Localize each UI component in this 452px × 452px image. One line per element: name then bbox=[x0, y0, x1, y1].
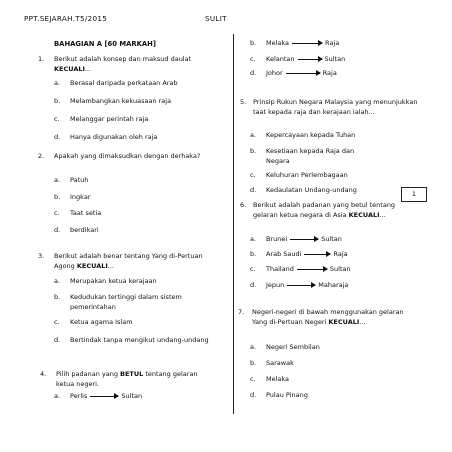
question-4 bbox=[40, 370, 230, 390]
arrow-icon bbox=[304, 254, 330, 255]
section-title: BAHAGIAN A [60 MARKAH] bbox=[54, 40, 156, 48]
arrow-icon bbox=[290, 239, 318, 240]
arrow-icon bbox=[90, 396, 118, 397]
question-number: 6. bbox=[240, 201, 247, 209]
arrow-icon bbox=[298, 59, 322, 60]
question-stem: Pilih padanan yang BETUL tentang gelaran ketua negeri. bbox=[56, 370, 198, 388]
arrow-icon bbox=[297, 269, 327, 270]
question-stem: Berikut adalah padanan yang betul tentang gelaran ketua negara di Asia KECUALI... bbox=[253, 201, 396, 219]
question-5 bbox=[240, 98, 430, 128]
question-3 bbox=[38, 252, 228, 272]
question-stem: Apakah yang dimaksudkan dengan derhaka? bbox=[54, 152, 201, 160]
question-2 bbox=[38, 152, 228, 172]
question-stem: Prinsip Rukun Negara Malaysia yang menunjukkan taat kepada raja dan kerajaan ialah... bbox=[253, 98, 418, 116]
question-7 bbox=[238, 308, 428, 338]
arrow-icon bbox=[286, 73, 320, 74]
question-number: 2. bbox=[38, 152, 45, 160]
question-number: 5. bbox=[240, 98, 247, 106]
question-number: 3. bbox=[38, 252, 45, 260]
column-divider bbox=[233, 34, 234, 414]
question-number: 1. bbox=[38, 55, 45, 63]
arrow-icon bbox=[287, 285, 315, 286]
header-code: PPT.SEJARAH.T5/2015 bbox=[24, 14, 108, 23]
question-stem: Berikut adalah benar tentang Yang di-Pertuan Agong KECUALI... bbox=[54, 252, 203, 270]
question-number: 7. bbox=[238, 308, 245, 316]
header-confidential: SULIT bbox=[205, 14, 227, 23]
question-stem: Negeri-negeri di bawah menggunakan gelaran Yang di-Pertuan Negeri KECUALI... bbox=[252, 308, 404, 326]
page-number-box: 1 bbox=[401, 187, 427, 202]
question-1 bbox=[38, 55, 228, 75]
arrow-icon bbox=[292, 43, 322, 44]
exam-page: PPT.SEJARAH.T5/2015 SULIT BAHAGIAN A [60 MARKAH] 1. Berikut adalah konsep dan maksud daulat KECUALI... a. Berasal daripada perkataan Arab b. Melambangkan kekuasaan raja c. Melanggar perintah raja d. Hanya digunakan oleh raja 2. Apakah yang dimaksudkan dengan derhaka? a. Patuh b. Ingkar c. Taat setia d. berdikari 3. Berikut adalah benar tentang Yang di-Pertuan Agong KECUALI... a. Merupakan ketua kerajaan b. Kedudukan tertinggi dalam sistem pemerintahan c. Ketua agama Islam d. Bertindak tanpa mengikut undang-undang 4. Pilih padanan yang BETUL tentang gelaran ketua negeri. a. Perlis Sultan b. Melaka Raja c. Kelantan Sultan d. Johor Raja 5. Prinsip Rukun Negara Malaysia yang menunjukkan taat kepada raja dan kerajaan ialah... a. Kepercayaan kepada Tuhan b. Kesetiaan kepada Raja dan Negara c. Keluhuran Perlembagaan d. Kedaulatan Undang-undang 1 6. Berikut adalah padanan yang betul tentang gelaran ketua negara di Asia KECUALI... a. Brunei Sultan b. Arab Saudi Raja c. Thailand Sultan d. Jepun Maharaja 7. Negeri-negeri di bawah menggunakan gelaran Yang di-Pertuan Negeri KECUALI... a. Negeri Sembilan b. Sarawak c. Melaka d. Pulau Pinang bbox=[0, 0, 452, 452]
question-number: 4. bbox=[40, 370, 47, 378]
question-6 bbox=[240, 201, 420, 231]
question-stem: Berikut adalah konsep dan maksud daulat KECUALI... bbox=[54, 55, 192, 73]
